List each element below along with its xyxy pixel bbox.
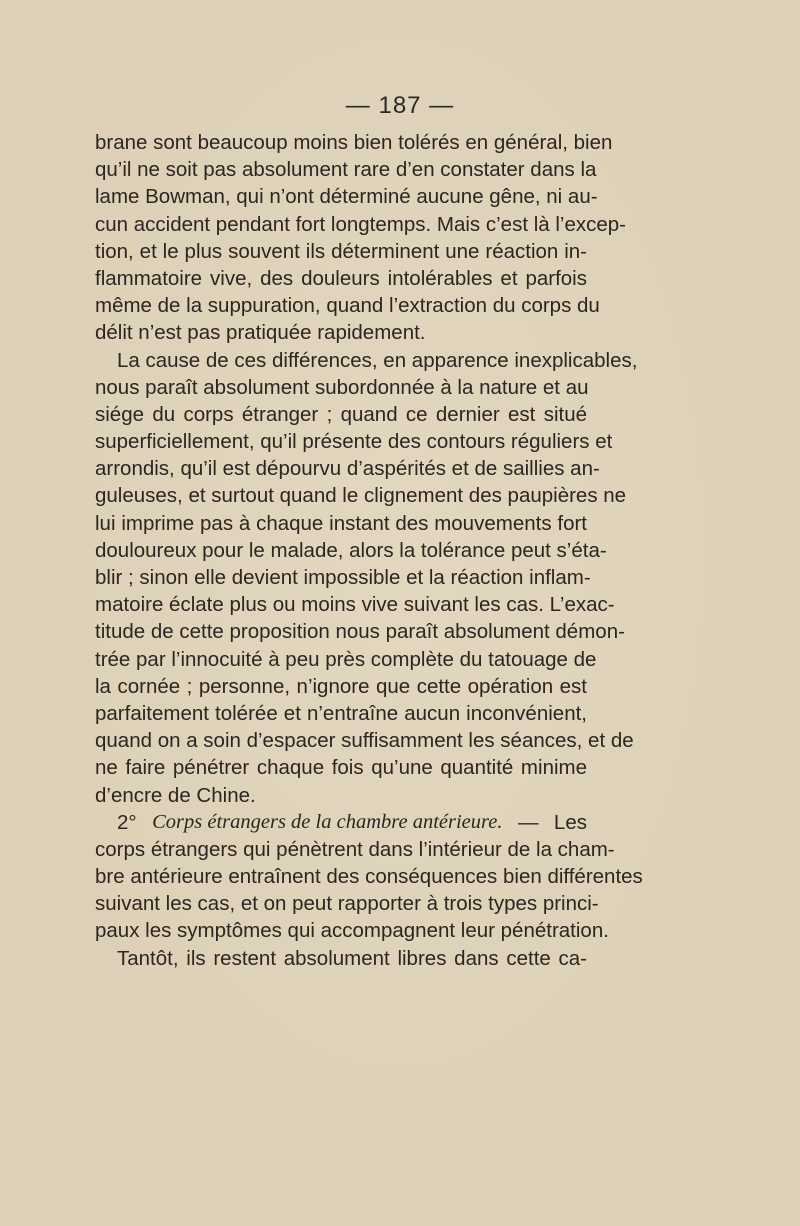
- paragraph-start-line: La cause de ces différences, en apparence inexplicables,: [117, 348, 638, 372]
- text-line: corps étrangers qui pénètrent dans l’intérieur de la cham-: [95, 837, 615, 861]
- text-line: arrondis, qu’il est dépourvu d’aspérités et de saillies an-: [95, 457, 600, 481]
- text-line: d’encre de Chine.: [95, 783, 256, 807]
- page-number: — 187 —: [345, 92, 455, 119]
- text-line: la cornée ; personne, n’ignore que cette opération est: [95, 674, 587, 698]
- section-lead-word: Les: [553, 810, 587, 834]
- text-line: flammatoire vive, des douleurs intolérables et parfois: [95, 266, 587, 290]
- text-line: blir ; sinon elle devient impossible et la réaction inflam-: [95, 566, 591, 589]
- body-text: [95, 129, 643, 972]
- text-line: lame Bowman, qui n’ont déterminé aucune gêne, ni au-: [95, 185, 598, 209]
- text-line: qu’il ne soit pas absolument rare d’en constater dans la: [95, 158, 597, 182]
- text-line: cun accident pendant fort longtemps. Mais c’est là l’excep-: [95, 212, 626, 236]
- text-line: délit n’est pas pratiquée rapidement.: [95, 321, 426, 345]
- text-line: trée par l’innocuité à peu près complète du tatouage de: [95, 647, 597, 671]
- section-number: 2°: [117, 810, 137, 834]
- text-line: bre antérieure entraînent des conséquences bien différentes: [95, 865, 643, 889]
- text-line: ne faire pénétrer chaque fois qu’une quantité minime: [95, 756, 587, 780]
- text-line: paux les symptômes qui accompagnent leur pénétration.: [95, 919, 609, 943]
- text-line: titude de cette proposition nous paraît absolument démon-: [95, 620, 625, 644]
- text-line: nous paraît absolument subordonnée à la nature et au: [95, 375, 589, 399]
- text-line: matoire éclate plus ou moins vive suivant les cas. L’exac-: [95, 593, 615, 617]
- paragraph-start-line: Tantôt, ils restent absolument libres dans cette ca-: [117, 946, 587, 970]
- text-line: guleuses, et surtout quand le clignement des paupières ne: [95, 484, 627, 508]
- text-line: suivant les cas, et on peut rapporter à trois types princi-: [95, 892, 599, 916]
- text-line: superficiellement, qu’il présente des contours réguliers et: [95, 430, 613, 454]
- text-line: douloureux pour le malade, alors la tolérance peut s’éta-: [95, 538, 607, 562]
- text-line: tion, et le plus souvent ils déterminent une réaction in-: [95, 239, 587, 263]
- text-line: même de la suppuration, quand l’extraction du corps du: [95, 294, 600, 318]
- section-title: Corps étrangers de la chambre antérieure.: [152, 810, 503, 833]
- text-line: brane sont beaucoup moins bien tolérés en général, bien: [95, 131, 613, 154]
- section-dash: —: [517, 810, 539, 834]
- text-line: parfaitement tolérée et n’entraîne aucun inconvénient,: [95, 701, 587, 725]
- text-line: siége du corps étranger ; quand ce dernier est situé: [95, 402, 587, 426]
- section-heading-line: [95, 809, 587, 836]
- text-line: lui imprime pas à chaque instant des mouvements fort: [95, 511, 587, 535]
- text-line: quand on a soin d’espacer suffisamment les séances, et de: [95, 729, 634, 753]
